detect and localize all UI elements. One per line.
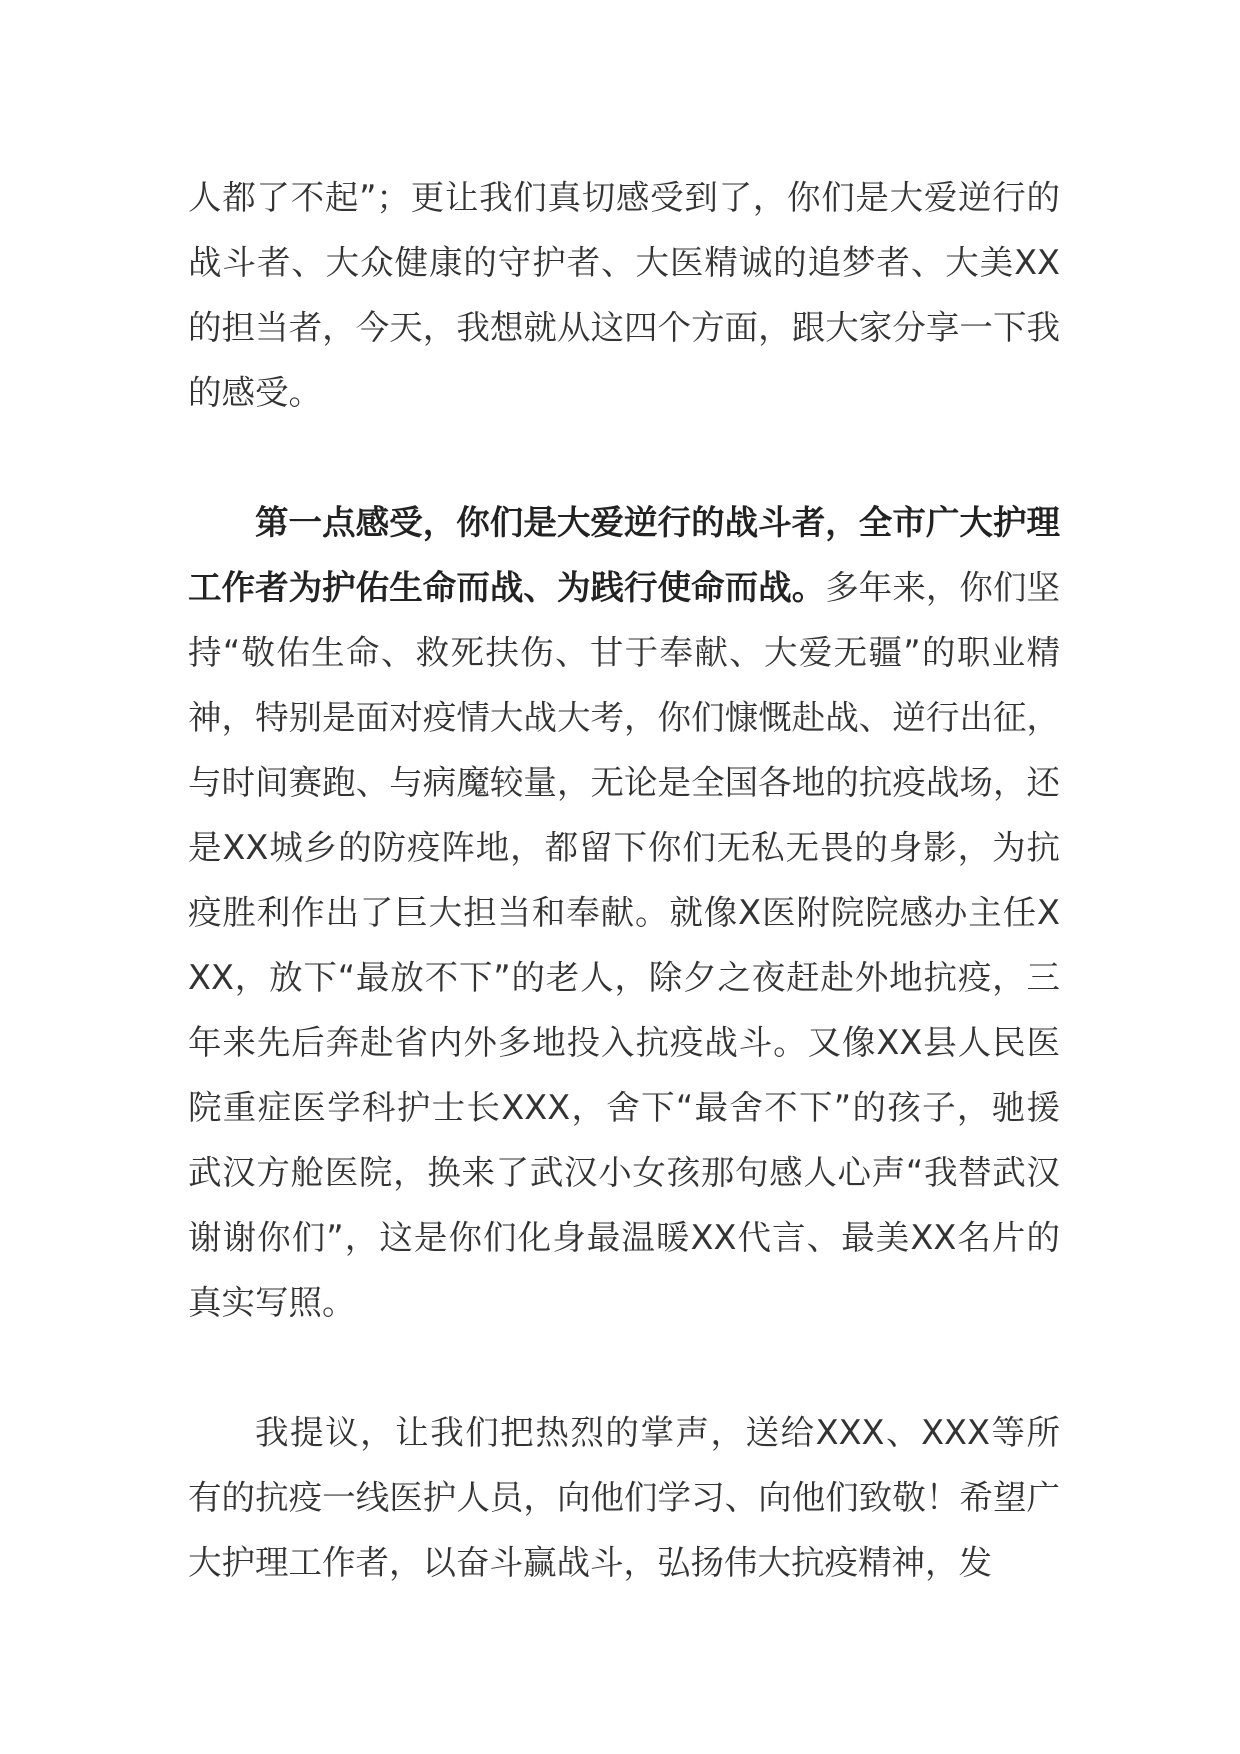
paragraph-first-point bbox=[188, 490, 1060, 1335]
body-text bbox=[188, 165, 1060, 1660]
first-point-body: 多年来，你们坚持“敬佑生命、救死扶伤、甘于奉献、大爱无疆”的职业精神，特别是面对疫情大战大考，你们慷慨赴战、逆行出征，与时间赛跑、与病魔较量，无论是全国各地的抗疫战场，还是XX城乡的防疫阵地，都留下你们无私无畏的身影，为抗疫胜利作出了巨大担当和奉献。就像X医附院院感办主任XXX，放下“最放不下”的老人，除夕之夜赶赴外地抗疫，三年来先后奔赴省内外多地投入抗疫战斗。又像XX县人民医院重症医学科护士长XXX，舍下“最舍不下”的孩子，驰援武汉方舱医院，换来了武汉小女孩那句感人心声“我替武汉谢谢你们”，这是你们化身最温暖XX代言、最美XX名片的真实写照。 bbox=[188, 568, 1061, 1322]
first-point-heading: 第一点感受，你们是大爱逆行的战斗者，全市广大护理工作者为护佑生命而战、为践行使命而战。 bbox=[188, 503, 1060, 607]
paragraph-intro bbox=[188, 165, 1060, 425]
paragraph-proposal bbox=[188, 1400, 1060, 1595]
paragraph-intro-text: 人都了不起”；更让我们真切感受到了，你们是大爱逆行的战斗者、大众健康的守护者、大医精诚的追梦者、大美XX的担当者，今天，我想就从这四个方面，跟大家分享一下我的感受。 bbox=[188, 178, 1060, 412]
paragraph-proposal-text: 我提议，让我们把热烈的掌声，送给XXX、XXX等所有的抗疫一线医护人员，向他们学习、向他们致敬！希望广大护理工作者，以奋斗赢战斗，弘扬伟大抗疫精神，发 bbox=[188, 1413, 1060, 1582]
